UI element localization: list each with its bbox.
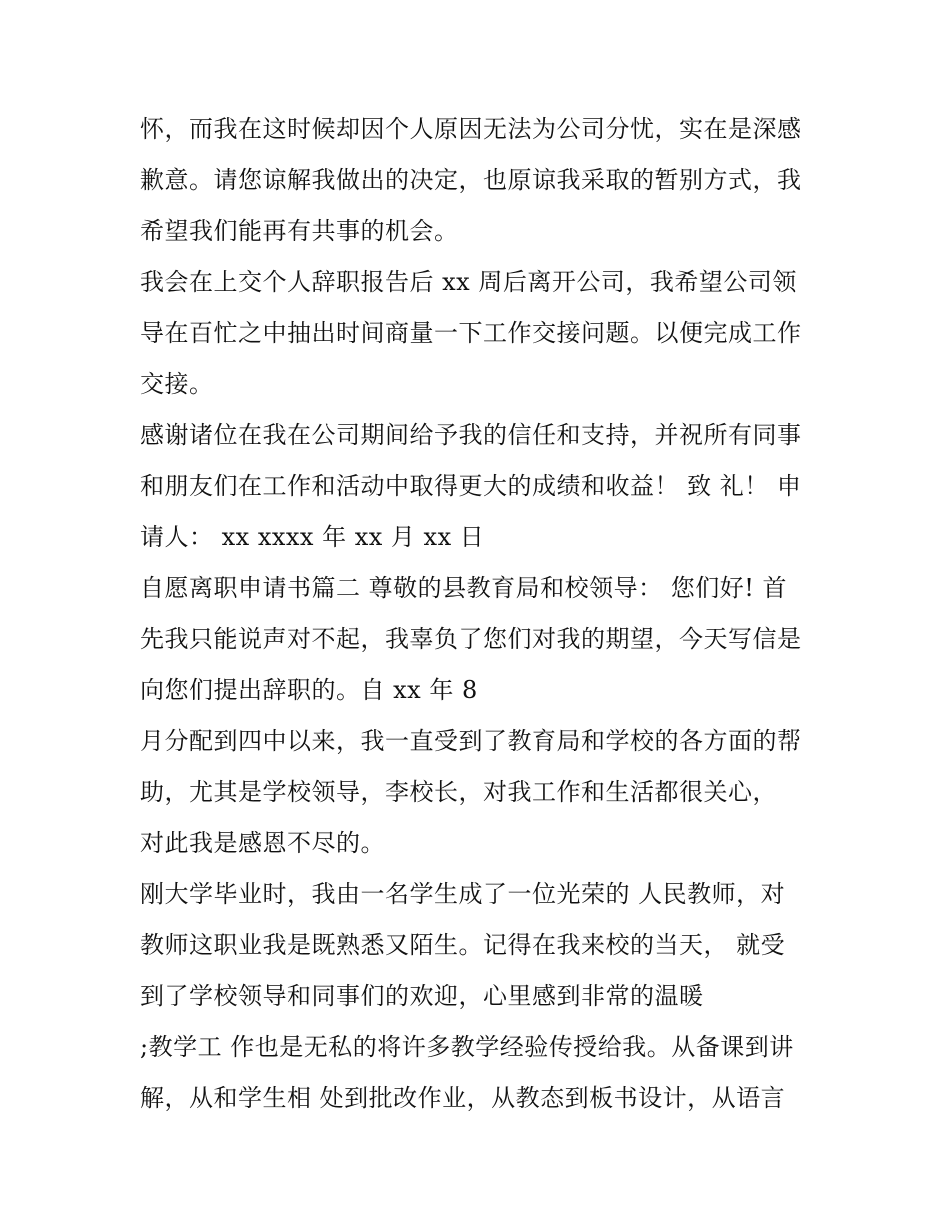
text-line: 自愿离职申请书篇二 尊敬的县教育局和校领导： 您们好! 首 — [140, 574, 788, 602]
text-line: 月分配到四中以来，我一直受到了教育局和学校的各方面的帮 — [140, 727, 802, 755]
text-line: 感谢诸位在我在公司期间给予我的信任和支持，并祝所有同事 — [140, 421, 802, 449]
text-line: 向您们提出辞职的。自 xx 年 8 — [140, 676, 478, 704]
text-line: 导在百忙之中抽出时间商量一下工作交接问题。以便完成工作 — [140, 319, 802, 347]
text-line: 我会在上交个人辞职报告后 xx 周后离开公司，我希望公司领 — [140, 268, 797, 296]
text-line: 对此我是感恩不尽的。 — [140, 829, 385, 857]
text-line: 教师这职业我是既熟悉又陌生。记得在我来校的当天， 就受 — [140, 931, 786, 959]
text-line: 歉意。请您谅解我做出的决定，也原谅我采取的暂别方式，我 — [140, 166, 802, 194]
text-line: 和朋友们在工作和活动中取得更大的成绩和收益！ 致 礼！ 申 — [140, 472, 802, 500]
text-line: 先我只能说声对不起，我辜负了您们对我的期望，今天写信是 — [140, 625, 802, 653]
text-line: ;教学工 作也是无私的将许多教学经验传授给我。从备课到讲 — [140, 1033, 794, 1061]
text-line: 刚大学毕业时，我由一名学生成了一位光荣的 人民教师，对 — [140, 880, 786, 908]
text-line: 助，尤其是学校领导，李校长，对我工作和生活都很关心， — [140, 778, 777, 806]
body-text — [140, 104, 830, 1124]
text-line: 交接。 — [140, 370, 214, 398]
text-line: 解，从和学生相 处到批改作业，从教态到板书设计，从语言 — [140, 1084, 786, 1112]
text-line: 怀，而我在这时候却因个人原因无法为公司分忧，实在是深感 — [140, 115, 802, 143]
text-line: 希望我们能再有共事的机会。 — [140, 217, 459, 245]
text-line: 请人： xx xxxx 年 xx 月 xx 日 — [140, 523, 485, 551]
text-line: 到了学校领导和同事们的欢迎，心里感到非常的温暖 — [140, 982, 704, 1010]
